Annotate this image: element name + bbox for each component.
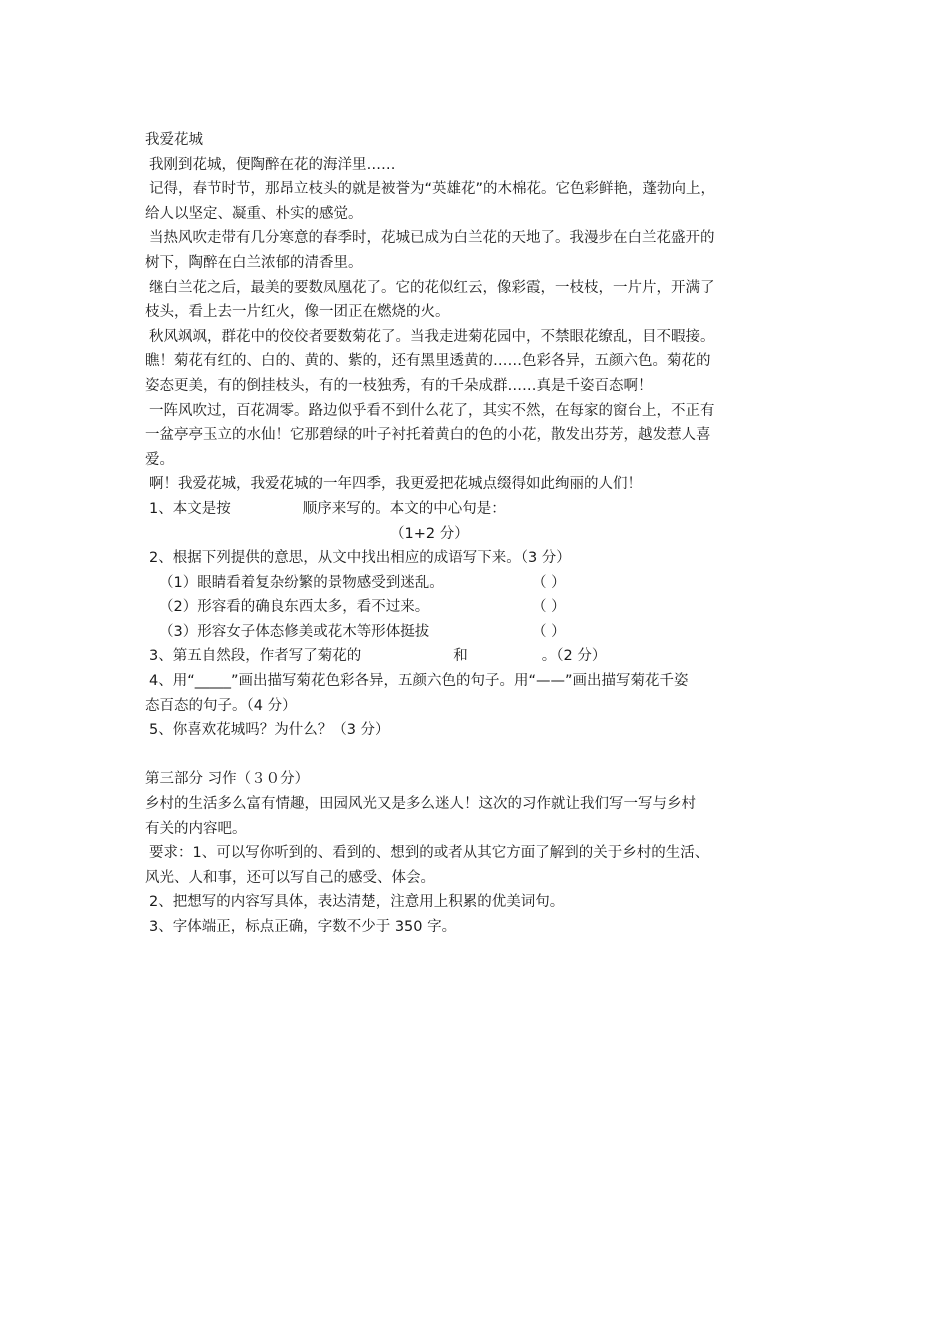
- paragraph-4-line-2: 枝头，看上去一片红火，像一团正在燃烧的火。: [145, 304, 450, 321]
- question-3: [145, 644, 815, 669]
- question-2-stem: 2、根据下列提供的意思，从文中找出相应的成语写下来。（3 分）: [149, 550, 571, 567]
- question-1-score: （1+2 分）: [390, 525, 469, 542]
- paragraph-6-line-3: 爱。: [145, 451, 174, 468]
- paragraph-7: 啊！我爱花城，我爱花城的一年四季，我更爱把花城点缀得如此绚丽的人们！: [149, 476, 642, 493]
- passage-title: 我爱花城: [145, 132, 203, 148]
- question-2-item-2: [145, 595, 815, 620]
- paragraph-1: 我刚到花城，便陶醉在花的海洋里……: [149, 156, 396, 173]
- question-1-part-a: 1、本文是按: [149, 500, 231, 517]
- spacer: [145, 743, 815, 768]
- question-4-line-2: 态百态的句子。（4 分）: [145, 697, 297, 714]
- question-1: [145, 497, 815, 522]
- question-2-item-3: [145, 620, 815, 645]
- question-2-item-1-text: （1）眼睛看着复杂纷繁的景物感受到迷乱。: [159, 574, 444, 591]
- paragraph-2-line-1: 记得，春节时节，那昂立枝头的就是被誉为“英雄花”的木棉花。它色彩鲜艳，蓬勃向上，: [149, 181, 716, 198]
- part-3-requirement-1-line-2: 风光、人和事，还可以写自己的感受、体会。: [145, 869, 435, 886]
- paragraph-3-line-1: 当热风吹走带有几分寒意的春季时，花城已成为白兰花的天地了。我漫步在白兰花盛开的: [149, 230, 715, 247]
- question-3-part-b: 和: [453, 648, 468, 665]
- paragraph-4-line-1: 继白兰花之后，最美的要数凤凰花了。它的花似红云，像彩霞，一枝枝，一片片，开满了: [149, 279, 715, 296]
- question-5: 5、你喜欢花城吗？为什么？（3 分）: [149, 722, 390, 739]
- question-1-part-b: 顺序来写的。本文的中心句是：: [302, 500, 506, 517]
- document-content: [145, 128, 815, 940]
- question-2-item-3-text: （3）形容女子体态修美或花木等形体挺拔: [159, 623, 430, 640]
- question-2-item-1-answer[interactable]: （ ）: [532, 574, 566, 591]
- part-3-requirement-3: 3、字体端正，标点正确，字数不少于 350 字。: [149, 919, 457, 935]
- question-2-item-2-text: （2）形容看的确良东西太多，看不过来。: [159, 599, 430, 616]
- part-3-requirement-2: 2、把想写的内容写具体，表达清楚，注意用上积累的优美词句。: [149, 894, 565, 911]
- question-3-part-a: 3、第五自然段，作者写了菊花的: [149, 648, 362, 665]
- part-3-requirement-1-line-1: 要求：1、可以写你听到的、看到的、想到的或者从其它方面了解到的关于乡村的生活、: [149, 845, 710, 862]
- paragraph-6-line-1: 一阵风吹过，百花凋零。路边似乎看不到什么花了，其实不然，在每家的窗台上，不正有: [149, 402, 715, 419]
- question-2-item-3-answer[interactable]: （ ）: [532, 623, 566, 640]
- paragraph-6-line-2: 一盆亭亭玉立的水仙！它那碧绿的叶子衬托着黄白的色的小花，散发出芬芳，越发惹人喜: [145, 427, 711, 444]
- part-3-heading: 第三部分 习作（３０分）: [145, 771, 310, 788]
- paragraph-3-line-2: 树下，陶醉在白兰浓郁的清香里。: [145, 254, 363, 271]
- part-3-intro-line-1: 乡村的生活多么富有情趣，田园风光又是多么迷人！这次的习作就让我们写一写与乡村: [145, 796, 696, 813]
- part-3-intro-line-2: 有关的内容吧。: [145, 820, 247, 837]
- question-2-item-1: [145, 571, 815, 596]
- question-4-line-1: 4、用“_____”画出描写菊花色彩各异，五颜六色的句子。用“——”画出描写菊花千姿: [149, 673, 689, 690]
- question-2-item-2-answer[interactable]: （ ）: [532, 599, 566, 616]
- paragraph-5-line-1: 秋风飒飒，群花中的佼佼者要数菊花了。当我走进菊花园中，不禁眼花缭乱，目不暇接。: [149, 328, 715, 345]
- paragraph-5-line-2: 瞧！菊花有红的、白的、黄的、紫的，还有黑里透黄的……色彩各异，五颜六色。菊花的: [145, 353, 711, 370]
- question-3-part-c: 。（2 分）: [541, 648, 607, 665]
- paragraph-5-line-3: 姿态更美，有的倒挂枝头，有的一枝独秀，有的千朵成群……真是千姿百态啊！: [145, 377, 653, 394]
- paragraph-2-line-2: 给人以坚定、凝重、朴实的感觉。: [145, 205, 363, 222]
